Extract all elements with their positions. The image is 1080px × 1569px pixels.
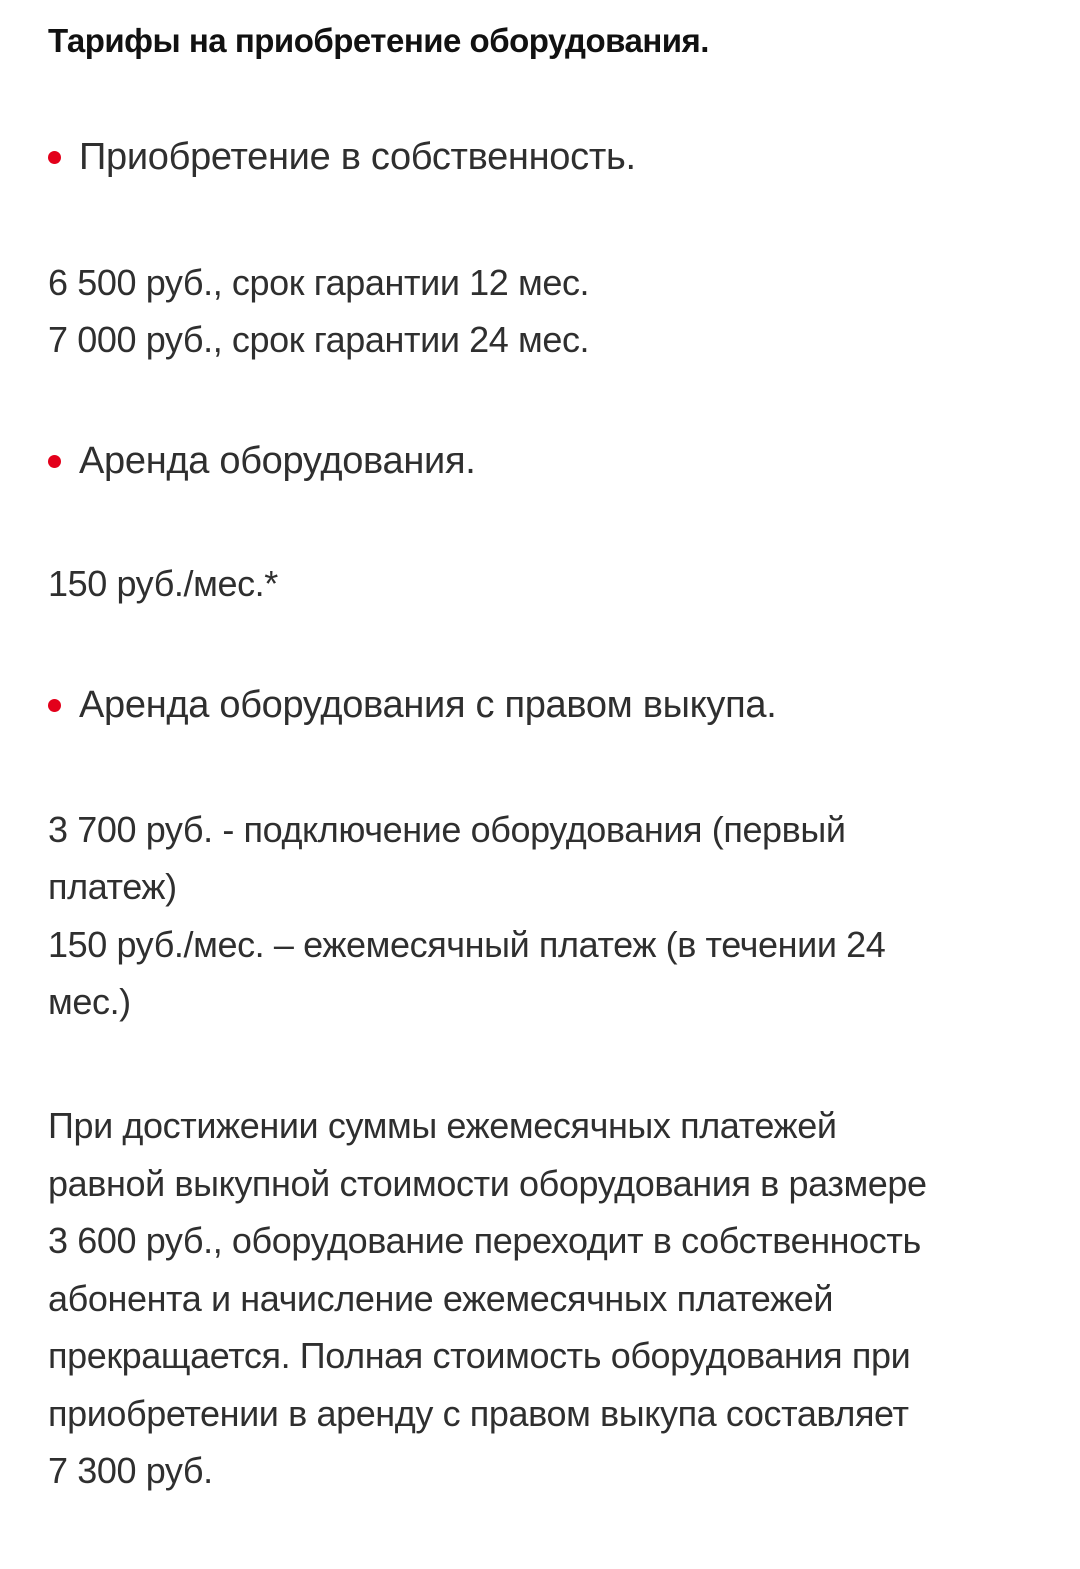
section-heading-rent (48, 440, 476, 483)
bullet-dot-icon (48, 455, 61, 468)
note-line: равной выкупной стоимости оборудования в размере (48, 1162, 927, 1204)
price-line: 150 руб./мес. – ежемесячный платеж (в течении 24 (48, 924, 886, 965)
price-line: 6 500 руб., срок гарантии 12 мес. (48, 262, 590, 303)
bullet-dot-icon (48, 699, 61, 712)
note-line: прекращается. Полная стоимость оборудования при (48, 1335, 911, 1376)
note-line: При достижении суммы ежемесячных платежей (48, 1105, 837, 1146)
price-line: 3 700 руб. - подключение оборудования (первый (48, 809, 846, 850)
section-heading-label: Приобретение в собственность. (79, 136, 636, 178)
price-line: мес.) (48, 981, 131, 1022)
bullet-dot-icon (48, 151, 61, 164)
section-heading-label: Аренда оборудования. (79, 440, 476, 482)
note-line: 3 600 руб., оборудование переходит в собственность (48, 1220, 921, 1261)
price-line: 150 руб./мес.* (48, 563, 278, 604)
section-heading-label: Аренда оборудования с правом выкупа. (79, 684, 777, 726)
page-title: Тарифы на приобретение оборудования. (48, 22, 709, 59)
buyout-note (48, 1097, 1048, 1500)
note-line: 7 300 руб. (48, 1450, 213, 1491)
section-heading-ownership (48, 136, 636, 179)
note-line: приобретении в аренду с правом выкупа составляет (48, 1392, 909, 1434)
note-line: абонента и начисление ежемесячных платежей (48, 1277, 834, 1319)
price-line: платеж) (48, 866, 177, 907)
section-heading-rent-buyout (48, 684, 777, 727)
price-line: 7 000 руб., срок гарантии 24 мес. (48, 319, 590, 360)
